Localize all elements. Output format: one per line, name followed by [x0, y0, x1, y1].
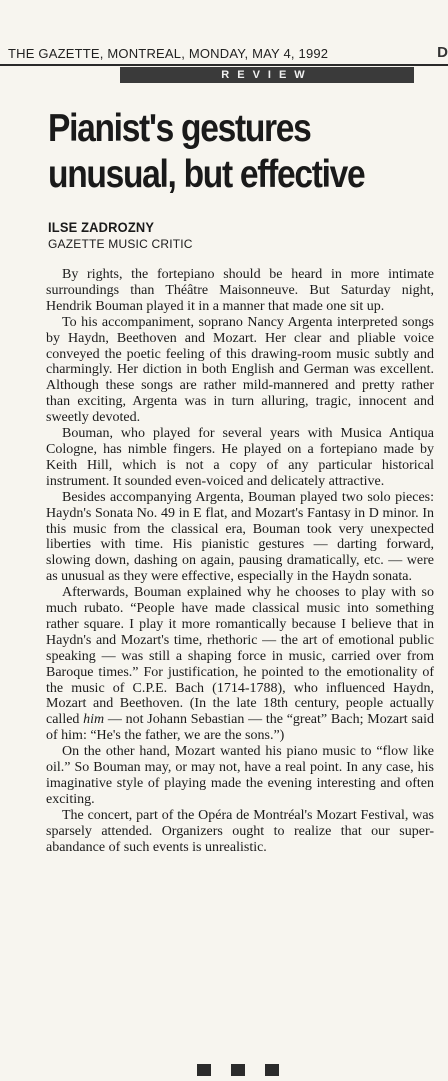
article-body	[46, 267, 434, 856]
masthead	[0, 44, 448, 66]
article-paragraph-5	[46, 585, 434, 744]
masthead-dateline: THE GAZETTE, MONTREAL, MONDAY, MAY 4, 1992	[8, 46, 329, 61]
paragraph-5-emphasis: him	[83, 712, 105, 728]
page-section-marker: D	[437, 44, 448, 61]
paragraph-5-text-b: — not Johann Sebastian — the “great” Bach; Mozart said of him: “He's the father, we are the sons.”)	[46, 712, 434, 744]
section-label: REVIEW	[221, 69, 313, 81]
headline	[48, 106, 375, 198]
end-of-article-marks	[197, 1064, 297, 1076]
paragraph-5-text-a: Afterwards, Bouman explained why he chooses to play with so much rubato. “People have made classical music into something rather square. I play it more romantically because I believe that in Haydn's and Mozart's time, rhethoric — the art of emotional public speaking — was still a shaping force in music, carried over from Baroque times.” For justification, he pointed to the emotionality of the music of C.P.E. Bach (1714-1788), who influenced Haydn, Mozart and Beethoven. (In the late 18th century, people actually called	[46, 585, 434, 728]
end-mark	[197, 1064, 211, 1076]
section-banner	[120, 67, 414, 83]
headline-line-2: unusual, but effective	[48, 153, 365, 196]
byline-author: ILSE ZADROZNY	[48, 219, 155, 235]
end-mark	[265, 1064, 279, 1076]
article-paragraph-7: The concert, part of the Opéra de Montréal's Mozart Festival, was sparsely attended. Organizers ought to realize that our super-abandance of such events is unrealistic.	[46, 807, 434, 855]
byline-role: GAZETTE MUSIC CRITIC	[48, 237, 193, 251]
article-paragraph-1: By rights, the fortepiano should be heard in more intimate surroundings than Théâtre Maisonneuve. But Saturday night, Hendrik Bouman played it in a manner that made one sit up.	[46, 267, 434, 314]
article-paragraph-2: To his accompaniment, soprano Nancy Argenta interpreted songs by Haydn, Beethoven and Mozart. Her clear and pliable voice conveyed the poetic feeling of this drawing-room music subtly and charmingly. Her diction in both English and German was excellent. Although these songs are rather mild-mannered and pretty rather than exciting, Argenta was in turn alluring, tragic, innocent and sweetly devoted.	[46, 314, 434, 426]
headline-line-1: Pianist's gestures	[48, 107, 311, 150]
article-paragraph-3: Bouman, who played for several years with Musica Antiqua Cologne, has nimble fingers. He played on a fortepiano made by Keith Hill, which is not a copy of any particular historical instrument. It sounded even-voiced and delicately attractive.	[46, 426, 434, 489]
article-paragraph-4: Besides accompanying Argenta, Bouman played two solo pieces: Haydn's Sonata No. 49 in E flat, and Mozart's Fantasy in D minor. In this music from the classical era, Bouman took very unexpected liberties with time. His pianistic gestures — darting forward, slowing down, dashing on again, pausing dramatically, etc. — were as unusual as they were effective, especially in the Haydn sonata.	[46, 489, 434, 585]
article-paragraph-6: On the other hand, Mozart wanted his piano music to “flow like oil.” So Bouman may, or may not, have a real point. In any case, his imaginative style of playing made the evening interesting and often exciting.	[46, 744, 434, 807]
end-mark	[231, 1064, 245, 1076]
